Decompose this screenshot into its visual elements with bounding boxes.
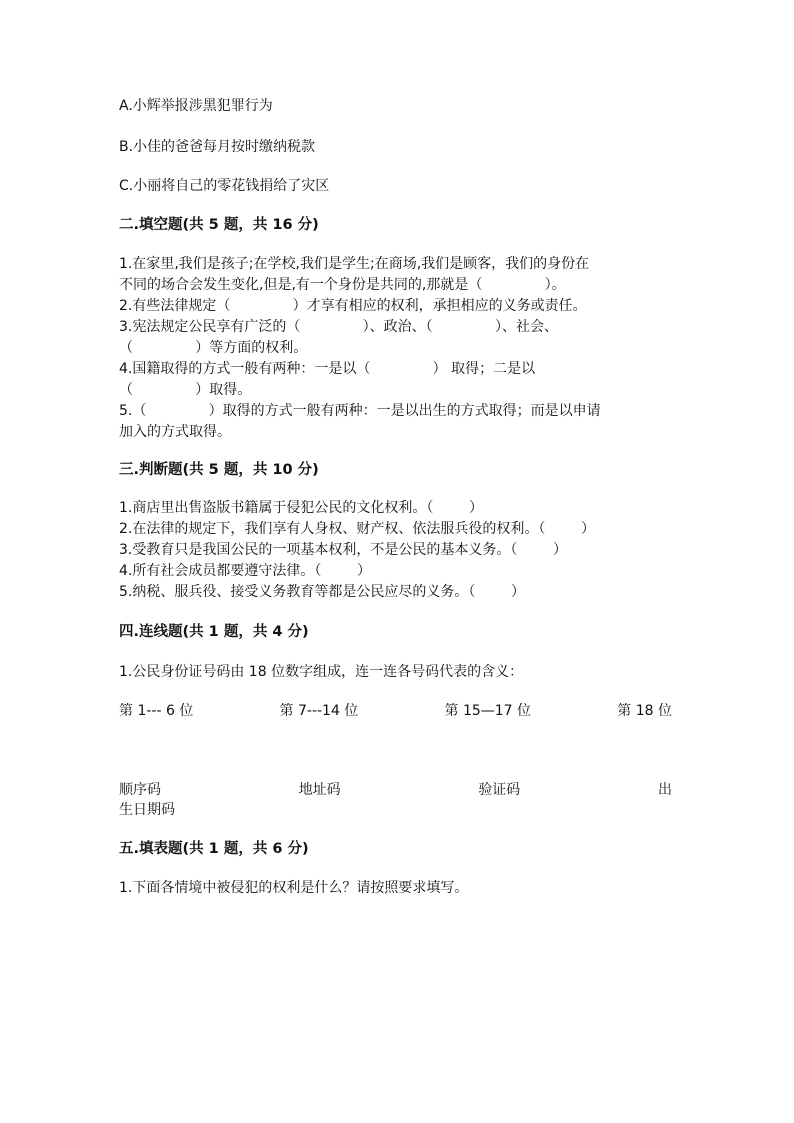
fill-blank-questions — [119, 254, 675, 443]
meaning-label: 验证码 — [478, 782, 521, 798]
section-heading-true-false: 三.判断题(共 5 题，共 10 分) — [119, 462, 319, 478]
position-label: 第 1--- 6 位 — [119, 703, 194, 719]
question-text: 加入的方式取得。 — [119, 424, 231, 440]
meaning-label-wrap: 生日期码 — [119, 802, 175, 818]
question-text: （ ）取得。 — [119, 382, 252, 398]
question-text: 2.有些法律规定（ ）才享有相应的权利，承担相应的义务或责任。 — [119, 298, 587, 314]
question-text: 4.国籍取得的方式一般有两种：一是以（ ） 取得；二是以 — [119, 361, 536, 377]
position-label: 第 7---14 位 — [279, 703, 359, 719]
table-question: 1.下面各情境中被侵犯的权利是什么？请按照要求填写。 — [119, 880, 469, 896]
question-text: 3.受教育只是我国公民的一项基本权利，不是公民的基本义务。（ ） — [119, 542, 567, 558]
option-b: B.小佳的爸爸每月按时缴纳税款 — [119, 139, 316, 155]
question-text: 不同的场合会发生变化,但是,有一个身份是共同的,那就是（ ）。 — [119, 277, 566, 293]
question-text: 4.所有社会成员都要遵守法律。（ ） — [119, 563, 371, 579]
id-number-meanings — [119, 780, 672, 800]
section-heading-fill-blank: 二.填空题(共 5 题，共 16 分) — [119, 217, 319, 233]
question-text: 1.在家里,我们是孩子;在学校,我们是学生;在商场,我们是顾客，我们的身份在 — [119, 256, 590, 272]
option-c: C.小丽将自己的零花钱捐给了灾区 — [119, 178, 330, 194]
section-heading-table: 五.填表题(共 1 题，共 6 分) — [119, 841, 309, 857]
question-text: 2.在法律的规定下，我们享有人身权、财产权、依法服兵役的权利。（ ） — [119, 521, 595, 537]
option-a: A.小辉举报涉黑犯罪行为 — [119, 98, 273, 114]
question-text: 5.（ ）取得的方式一般有两种：一是以出生的方式取得；而是以申请 — [119, 403, 601, 419]
section-heading-matching: 四.连线题(共 1 题，共 4 分) — [119, 624, 309, 640]
question-text: 5.纳税、服兵役、接受义务教育等都是公民应尽的义务。（ ） — [119, 584, 525, 600]
position-label: 第 15—17 位 — [444, 703, 532, 719]
question-text: 1.商店里出售盗版书籍属于侵犯公民的文化权利。（ ） — [119, 500, 483, 516]
question-text: 3.宪法规定公民享有广泛的（ ）、政治、（ ）、社会、 — [119, 319, 558, 335]
true-false-questions — [119, 498, 675, 603]
id-number-positions — [119, 701, 672, 721]
matching-question: 1.公民身份证号码由 18 位数字组成，连一连各号码代表的含义： — [119, 664, 524, 680]
position-label: 第 18 位 — [617, 703, 672, 719]
meaning-label: 地址码 — [298, 782, 341, 798]
question-text: （ ）等方面的权利。 — [119, 340, 308, 356]
meaning-label: 顺序码 — [119, 782, 161, 798]
meaning-label: 出 — [657, 782, 672, 798]
